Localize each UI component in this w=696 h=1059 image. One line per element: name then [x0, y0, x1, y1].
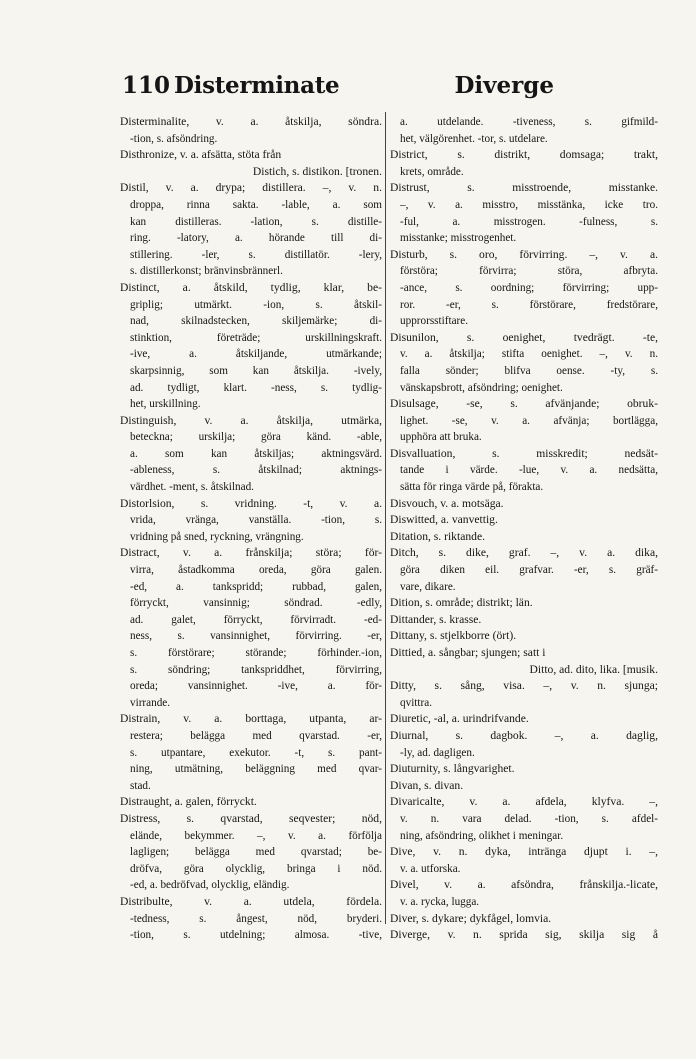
entry-line: Disterminalite, v. a. åtskilja, söndra. [120, 115, 382, 128]
entry-line: vänskapsbrott, afsöndring; oenighet. [400, 381, 563, 394]
entry-line: Diuturnity, s. långvarighet. [390, 762, 515, 776]
right-catchword: Diverge [454, 72, 554, 99]
entry-line: v. a. utforska. [400, 862, 461, 875]
entry-line: Disturb, s. oro, förvirring. –, v. a. [390, 247, 658, 261]
left-column [120, 114, 382, 944]
entry-line: skarpsinnig, som kan åtskilja. -ively, [130, 364, 382, 377]
entry-line: Distinct, a. åtskild, tydlig, klar, be- [120, 280, 382, 294]
entry-line: griplig; utmärkt. -ion, s. åtskil- [130, 298, 382, 311]
entry-line: Distract, v. a. frånskilja; störa; för- [120, 546, 382, 560]
entry-line: Ditch, s. dike, graf. –, v. a. dika, [390, 546, 658, 560]
entry-line: -ive, a. åtskiljande, utmärkande; [130, 348, 382, 361]
entry-line: göra diken eil. grafvar. -er, s. gräf- [400, 564, 658, 577]
entry-line: District, s. distrikt, domsaga; trakt, [390, 148, 658, 162]
entry-line: elände, bekymmer. –, v. a. förfölja [130, 829, 382, 842]
entry-line: falla sönder; blifva oense. -ty, s. [400, 364, 658, 377]
entry-line: Disunilon, s. oenighet, tvedrägt. -te, [390, 330, 658, 344]
entry-line: Disthronize, v. a. afsätta, stöta från [120, 148, 282, 162]
entry-line: Dive, v. n. dyka, intränga djupt i. –, [390, 845, 658, 859]
page-number: 110 [122, 72, 171, 99]
entry-line: a. utdelande. -tiveness, s. gifmild- [400, 116, 658, 128]
entry-line: nad, skilnadstecken, skiljemärke; di- [130, 315, 382, 328]
entry-line: Diurnal, s. dagbok. –, a. daglig, [390, 728, 658, 742]
entry-line: ad. tydligt, klart. -ness, s. tydlig- [130, 381, 382, 394]
entry-line: Distil, v. a. drypa; distillera. –, v. n. [120, 181, 382, 195]
entry-line: vare, dikare. [400, 580, 456, 593]
entry-line: misstanke; misstrogenhet. [400, 232, 517, 245]
entry-line: Dittander, s. krasse. [390, 612, 482, 626]
entry-line: ness, s. vansinnighet, förvirring. -er, [130, 630, 382, 643]
entry-line: stad. [130, 779, 151, 792]
entry-line: Distress, s. qvarstad, seqvester; nöd, [120, 811, 382, 825]
entry-line: ning, afsöndring, olikhet i meningar. [400, 829, 564, 842]
entry-line: Ditty, s. sång, visa. –, v. n. sjunga; [390, 679, 658, 693]
entry-line: stillering. -ler, s. distillatör. -lery, [130, 248, 382, 261]
entry-line: -tion, s. afsöndring. [130, 132, 218, 145]
entry-line: beteckna; urskilja; göra känd. -able, [130, 431, 382, 444]
right-column [390, 114, 658, 944]
entry-line: krets, område. [400, 165, 464, 178]
entry-line: v. n. vara delad. -tion, s. afdel- [400, 812, 658, 825]
entry-line: v. a. rycka, lugga. [400, 895, 480, 908]
entry-line: värdhet. -ment, s. åtskilnad. [130, 481, 254, 494]
entry-line: Distraught, a. galen, förryckt. [120, 795, 257, 809]
entry-line: Divaricalte, v. a. afdela, klyfva. –, [390, 795, 658, 809]
entry-line: virra, åstadkomma oreda, göra galen. [130, 564, 382, 577]
entry-line: s. förstörare; störande; förhinder.-ion, [130, 647, 382, 659]
entry-line: het, urskillning. [130, 398, 201, 411]
entry-line: Divan, s. divan. [390, 778, 464, 792]
entry-line: lighet. -se, v. a. afvänja; bortlägga, [400, 414, 658, 427]
entry-line: a. som kan åtskiljas; aktningsvärd. [130, 447, 382, 460]
entry-line: -ed, a. tankspridd; rubbad, galen, [130, 580, 382, 593]
entry-line: v. a. åtskilja; stifta oenighet. –, v. n. [400, 348, 658, 361]
entry-line: qvittra. [400, 696, 433, 709]
entry-line: -ableness, s. åtskilnad; aktnings- [130, 464, 382, 477]
entry-line: droppa, rinna sakta. -lable, a. som [130, 198, 382, 211]
entry-line: Diswitted, a. vanvettig. [390, 513, 498, 527]
entry-line: Dittany, s. stjelkborre (ört). [390, 629, 517, 643]
entry-line: -ly, ad. dagligen. [400, 746, 475, 759]
entry-line: s. utpantare, exekutor. -t, s. pant- [130, 746, 382, 759]
entry-line: -ed, a. bedröfvad, olycklig, eländig. [130, 879, 290, 892]
entry-line: Distinguish, v. a. åtskilja, utmärka, [120, 413, 382, 427]
entry-line: -ful, a. misstrogen. -fulness, s. [400, 215, 658, 228]
entry-line: Ditto, ad. dito, lika. [musik. [529, 662, 658, 676]
entry-line: -tion, s. utdelning; almosa. -tive, [130, 929, 382, 942]
entry-line: förstöra; förvirra; störa, afbryta. [400, 265, 658, 278]
page-header [122, 72, 554, 106]
entry-line: vrida, vränga, vanställa. -tion, s. [130, 514, 382, 527]
left-catchword: Disterminate [174, 72, 340, 99]
entry-line: Diuretic, -al, a. urindrifvande. [390, 712, 529, 726]
entry-line: s. söndring; tankspriddhet, förvirring, [130, 663, 382, 676]
entry-line: s. distillerkonst; bränvinsbrännerl. [130, 265, 283, 278]
entry-line: Distrust, s. misstroende, misstanke. [390, 181, 658, 195]
entry-line: vridning på sned, ryckning, vrängning. [130, 530, 304, 543]
entry-line: tande i värde. -lue, v. a. nedsätta, [400, 464, 658, 477]
entry-line: Dittied, a. sångbar; sjungen; satt i [390, 646, 546, 659]
entry-line: upphöra att bruka. [400, 431, 482, 444]
entry-line: dröfva, göra olycklig, bringa i nöd. [130, 862, 382, 875]
entry-line: sätta för ringa värde på, förakta. [400, 481, 544, 494]
entry-line: Disvouch, v. a. motsäga. [390, 496, 504, 510]
entry-line: restera; belägga med qvarstad. -er, [130, 729, 382, 742]
entry-line: Diverge, v. n. sprida sig, skilja sig å [390, 928, 658, 942]
entry-line: Ditation, s. riktande. [390, 529, 485, 543]
entry-line: förryckt, vansinnig; söndrad. -edly, [130, 597, 382, 610]
entry-line: -tedness, s. ångest, nöd, bryderi. [130, 912, 382, 925]
entry-line: lagligen; belägga med qvarstad; be- [130, 846, 382, 859]
entry-line: upprorsstiftare. [400, 315, 469, 328]
entry-line: Distribulte, v. a. utdela, fördela. [120, 894, 382, 908]
entry-line: virrande. [130, 696, 171, 709]
entry-line: Disvalluation, s. misskredit; nedsät- [390, 446, 658, 460]
entry-line: ad. galet, förryckt, förvirradt. -ed- [130, 613, 382, 626]
entry-line: Divel, v. a. afsöndra, frånskilja.-licate, [390, 878, 658, 892]
entry-line: ning, utmätning, beläggning med qvar- [130, 763, 382, 776]
entry-line: Disulsage, -se, s. afvänjande; obruk- [390, 397, 658, 411]
entry-line: Diver, s. dykare; dykfågel, lomvia. [390, 911, 552, 925]
entry-line: Distich, s. distikon. [tronen. [252, 164, 382, 178]
entry-line: kan distilleras. -lation, s. distille- [130, 215, 382, 228]
column-divider [385, 112, 386, 924]
entry-line: –, v. a. misstro, misstänka, icke tro. [400, 198, 658, 211]
entry-line: oreda; vansinnighet. -ive, a. för- [130, 680, 382, 693]
entry-line: Distrain, v. a. borttaga, utpanta, ar- [120, 712, 382, 726]
entry-line: stinktion, företräde; urskillningskraft. [130, 331, 382, 344]
entry-line: Dition, s. område; distrikt; län. [390, 596, 533, 610]
entry-line: het, välgörenhet. -tor, s. utdelare. [400, 132, 548, 145]
entry-line: ring. -latory, a. hörande till di- [130, 232, 382, 245]
entry-line: -ance, s. oordning; förvirring; upp- [400, 281, 658, 294]
entry-line: Distorlsion, s. vridning. -t, v. a. [120, 496, 382, 510]
entry-line: ror. -er, s. förstörare, fredstörare, [400, 298, 658, 311]
